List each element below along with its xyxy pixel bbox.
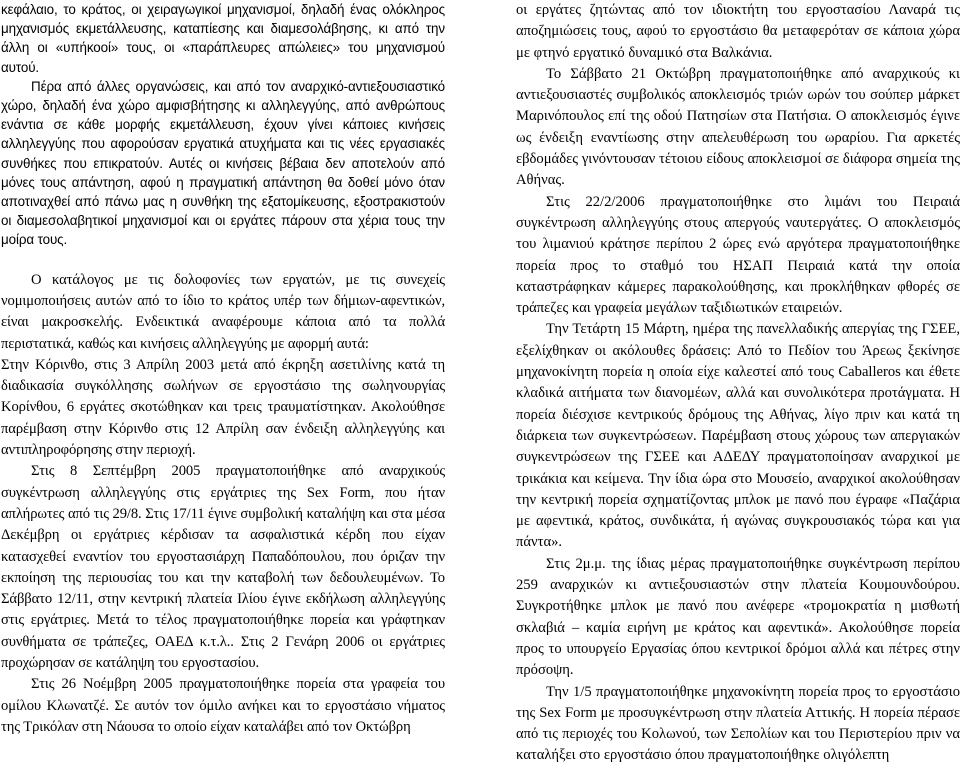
right-paragraph-2: Το Σάββατο 21 Οκτώβρη πραγματοποιήθηκε από αναρχικούς κι αντιεξουσιαστές συμβολικός αποκλεισμός τριών ωρών του σούπερ μάρκετ Μαρινόπουλος επί της οδού Πατησίων στα Πατήσια. Ο αποκλεισμός έγινε ως ένδειξη εναντίωσης στην απελευθέρωση του ωραρίου. Για αρκετές εβδομάδες γινόντουσαν τέτοιου είδους αποκλεισμοί σε διάφορα σημεία της Αθήνας. (516, 65, 960, 189)
left-paragraph-5: Στις 8 Σεπτέμβρη 2005 πραγματοποιήθηκε από αναρχικούς συγκέντρωση αλληλεγγύης στις εργάτριες της Sex Form, που ήταν απλήρωτες από τις 29/8. Στις 17/11 έγινε συμβολική καταλήψη και στα μέσα Δεκέμβρη οι εργάτριες κέρδισαν τα ασφαλιστικά κέρδη που είχαν κατασχεθεί εναντίον του εργοστασιάρχη Παπαδόπουλου, που όριζαν την εκποίηση της περιουσίας του και την καταβολή των δεδουλευμένων. Το Σάββατο 12/11, στην κεντρική πλατεία Ιλίου έγινε εκδήλωση αλληλεγγύης στις εργάτριες. Μετά το τέλος πραγματοποιήθηκε πορεία και γράφτηκαν συνθήματα σε τράπεζες, ΟΑΕΔ κ.τ.λ.. Στις 2 Γενάρη 2006 οι εργάτριες προχώρησαν σε κατάληψη του εργοστασίου. (1, 463, 445, 671)
right-paragraph-4: Την Τετάρτη 15 Μάρτη, ημέρα της πανελλαδικής απεργίας της ΓΣΕΕ, εξελίχθηκαν οι ακόλουθες δράσεις: Από το Πεδίον του Άρεως ξεκίνησε μηχανοκίνητη πορεία η οποία είχε καλεστεί από τους Caballeros και έθετε κλαδικά αιτήματα των διανομέων, αλλά και συνολικότερα προτάγματα. Η πορεία διέσχισε κεντρικούς δρόμους της Αθήνας, λίγο πριν και κατά τη διάρκεια των συγκεντρώσεων. Παρέμβαση στους χώρους των απεργιακών συγκεντρώσεων της ΓΣΕΕ και ΑΔΕΔΥ πραγματοποίησαν αναρχικοί με τρικάκια και κείμενα. Την ίδια ώρα στο Μουσείο, αναρχικοί ακολούθησαν την κεντρική πορεία σχηματίζοντας μπλοκ με πανό που έγραφε «Παζάρια με αφεντικά, κράτος, συνδικάτα, ή αγώνας συγκρουσιακός τώρα και για πάντα». (516, 321, 960, 551)
right-paragraph-3: Στις 22/2/2006 πραγματοποιήθηκε στο λιμάνι του Πειραιά συγκέντρωση αλληλεγγύης στους απεργούς ναυτεργάτες. Ο αποκλεισμός του λιμανιού κράτησε περίπου 2 ώρες ενώ αργότερα πραγματοποιήθηκε πορεία προς το σταθμό του ΗΣΑΠ Πειραιά κατά την οποία καταστράφηκαν κάμερες παρακολούθησης, και προκλήθηκαν φθορές σε τράπεζες και γραφεία μεγάλων ταξιδιωτικών εταιρειών. (516, 193, 960, 317)
left-paragraph-4: Στην Κόρινθο, στις 3 Απρίλη 2003 μετά από έκρηξη ασετιλίνης κατά τη διαδικασία συγκόλλησης σωλήνων σε εργοστάσιο της σωληνουργίας Κορίνθου, 6 εργάτες σκοτώθηκαν και τρεις τραυματίστηκαν. Ακολούθησε παρέμβαση στην Κόρινθο στις 12 Απρίλη σαν ένδειξη αλληλεγγύης και αντιπληροφόρησης στην περιοχή. (1, 356, 445, 459)
right-paragraph-5: Στις 2μ.μ. της ίδιας μέρας πραγματοποιήθηκε συγκέντρωση περίπου 259 αναρχικών κι αντιεξουσιαστών στην πλατεία Κουμουνδούρου. Συγκροτήθηκε μπλοκ με πανό που ανέφερε «τρομοκρατία η μισθωτή σκλαβιά – καμία ειρήνη με κράτος και αφεντικά». Ακολούθησε πορεία προς το υπουργείο Εργασίας όπου κεντρικοί δρόμοι αλλά και πέτρες στην πρόσοψη. (516, 555, 960, 679)
left-paragraph-2: Πέρα από άλλες οργανώσεις, και από τον αναρχικό-αντιεξουσιαστικό χώρο, δηλαδή ένα χώρο αμφισβήτησης κι αλληλεγγύης, από ανθρώπους ενάντια σε κάθε μορφής εκμετάλλευση, έχουν γίνει κάποιες κινήσεις αλληλεγγύης που αφορούσαν εργατικά ατυχήματα και τις νέες εργασιακές συνθήκες που επικρατούν. Αυτές οι κινήσεις βέβαια δεν αποτελούν από μόνες τους απάντηση, αφού η πραγματική απάντηση θα δοθεί μόνο όταν αποτιναχθεί από πάνω μας η συνθήκη της εξατομίκευσης, εξοστρακιστούν οι διαμεσολαβητικοί μηχανισμοί και οι εργάτες πάρουν στα χέρια τους την μοίρα τους. (1, 78, 445, 248)
left-paragraph-3: Ο κατάλογος με τις δολοφονίες των εργατών, με τις συνεχείς νομιμοποιήσεις αυτών από το ίδιο το κράτος υπέρ των δήμιων-αφεντικών, είναι μακροσκελής. Ενδεικτικά αναφέρουμε κάποια από τα πολλά περιστατικά, καθώς και κινήσεις αλληλεγγύης με αφορμή αυτά: (1, 271, 445, 352)
right-column (516, 0, 960, 767)
right-paragraph-6: Την 1/5 πραγματοποιήθηκε μηχανοκίνητη πορεία προς το εργοστάσιο της Sex Form με προσυγκέντρωση στην πλατεία Αττικής. Η πορεία πέρασε από τις περιοχές του Κολωνού, των Σεπολίων και του Περιστερίου πριν να καταλήξει στο εργοστάσιο όπου πραγματοποιήθηκε ολιγόλεπτη (516, 683, 960, 764)
left-column (1, 0, 445, 738)
left-serif-section (1, 270, 445, 739)
right-paragraph-1: οι εργάτες ζητώντας από τον ιδιοκτήτη του εργοστασίου Λαναρά τις αποζημιώσεις τους, αφού το εργοστάσιο θα μεταφερόταν σε κάποια χώρα με φτηνό εργατικό δυναμικό στα Βαλκάνια. (516, 2, 960, 61)
left-paragraph-6: Στις 26 Νοέμβρη 2005 πραγματοποιήθηκε πορεία στα γραφεία του ομίλου Κλωνατζέ. Σε αυτόν τον όμιλο ανήκει και το εργοστάσιο νήματος της Τρικόλαν στη Νάουσα το οποίο είχαν καταλάβει από τον Οκτώβρη (1, 676, 445, 735)
left-paragraph-1: κεφάλαιο, το κράτος, οι χειραγωγικοί μηχανισμοί, δηλαδή ένας ολόκληρος μηχανισμός εκμετάλλευσης, καταπίεσης και διαμεσολάβησης, κι από την άλλη οι «υπήκοοί» τους, οι «παράπλευρες απώλειες» του μηχανισμού αυτού. (1, 2, 445, 75)
